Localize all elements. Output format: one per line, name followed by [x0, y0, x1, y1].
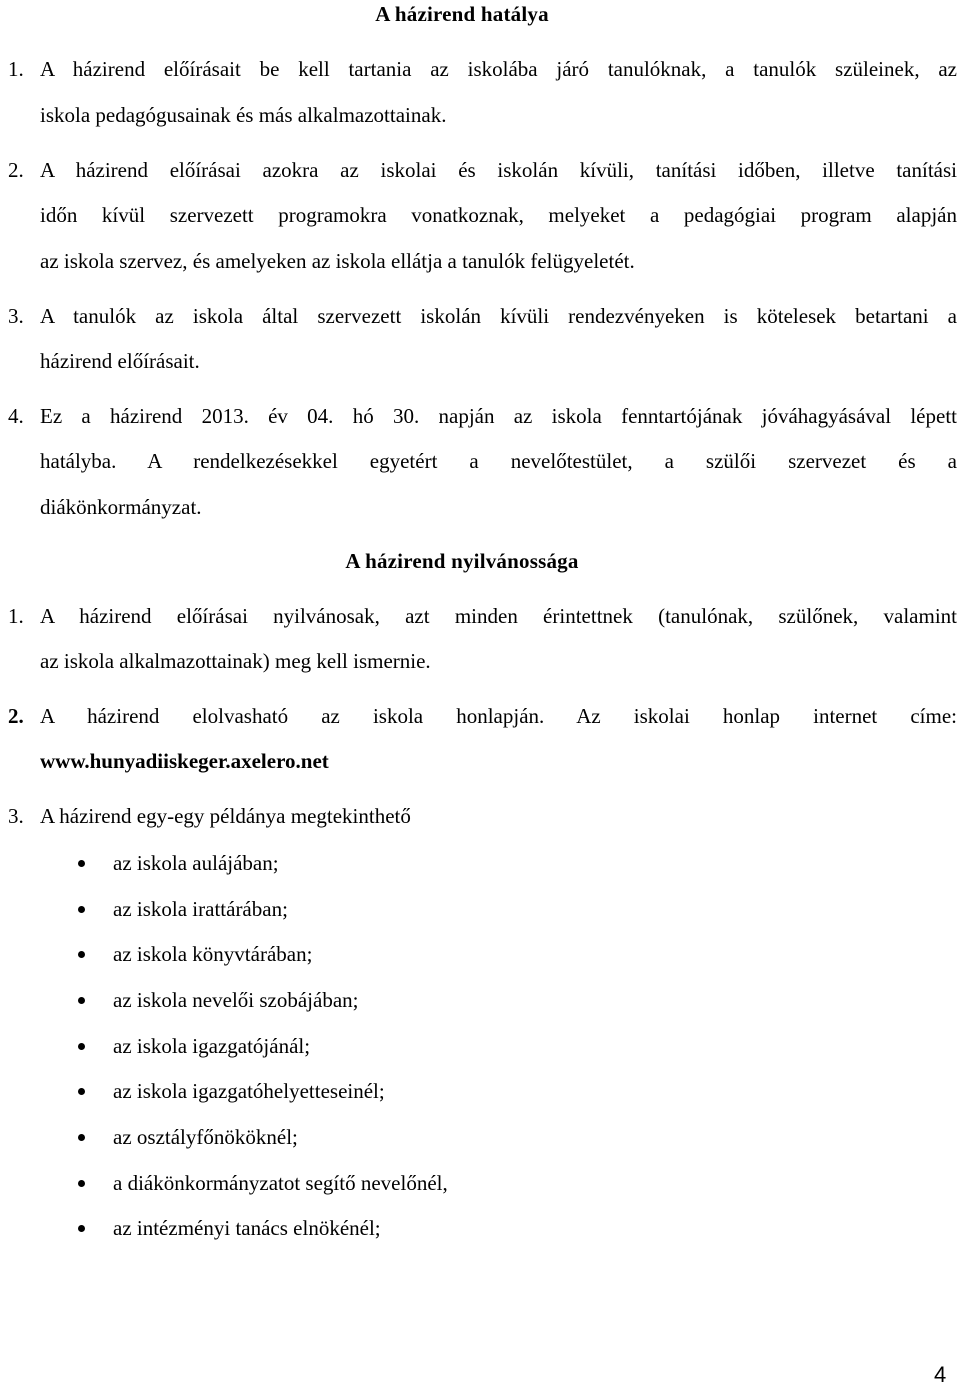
page-number: 4 — [934, 1362, 947, 1387]
bullet-dot-icon — [78, 1134, 85, 1141]
s1-item2-text1: A házirend előírásai azokra az iskolai és iskolán kívüli, tanítási időben, illetve tanítási — [40, 158, 957, 182]
s1-item2-line3: az iskola szervez, és amelyeken az iskola ellátja a tanulók felügyeletét. — [40, 249, 635, 273]
bullet-text: az iskola irattárában; — [113, 897, 288, 921]
section-title-nyilvanossaga: A házirend nyilvánossága — [345, 549, 579, 573]
s1-item2-line2: időn kívül szervezett programokra vonatkoznak, melyeket a pedagógiai program alapján — [40, 203, 957, 227]
s2-item1-line1 — [8, 602, 957, 630]
s1-item4-line1 — [8, 402, 957, 430]
bullet-text: az iskola könyvtárában; — [113, 942, 313, 966]
bullet-dot-icon — [78, 951, 85, 958]
bullet-text: az iskola igazgatóhelyetteseinél; — [113, 1079, 385, 1103]
bullet-dot-icon — [78, 906, 85, 913]
s1-item2-number: 2. — [8, 158, 24, 182]
s1-item1-text1: A házirend előírásait be kell tartania az iskolába járó tanulóknak, a tanulók szüleinek, az — [40, 57, 957, 81]
s2-item1-number: 1. — [8, 604, 24, 628]
section-title-hatalya: A házirend hatálya — [375, 2, 549, 26]
s2-item1-text1: A házirend előírásai nyilvánosak, azt minden érintettnek (tanulónak, szülőnek, valamint — [40, 604, 957, 628]
s1-item3-text1: A tanulók az iskola által szervezett iskolán kívüli rendezvényeken is kötelesek betartani a — [40, 304, 957, 328]
bullet-dot-icon — [78, 1225, 85, 1232]
bullet-text: az iskola nevelői szobájában; — [113, 988, 359, 1012]
bullet-text: az intézményi tanács elnökénél; — [113, 1216, 381, 1240]
s1-item3-line1 — [8, 302, 957, 330]
s2-item1-line2: az iskola alkalmazottainak) meg kell ismernie. — [40, 649, 431, 673]
bullet-text: az iskola igazgatójánál; — [113, 1034, 311, 1058]
s1-item1-number: 1. — [8, 57, 24, 81]
s2-item3-number: 3. — [8, 804, 24, 828]
s2-item2-number: 2. — [8, 704, 24, 728]
s2-item3-text1: A házirend egy-egy példánya megtekinthető — [40, 804, 411, 828]
bullet-text: az osztályfőnököknél; — [113, 1125, 298, 1149]
school-website-link[interactable]: www.hunyadiiskeger.axelero.net — [40, 749, 329, 773]
s2-item2-line1 — [8, 702, 957, 730]
s2-item3-line1 — [8, 802, 957, 830]
bullet-dot-icon — [78, 860, 85, 867]
bullet-dot-icon — [78, 1088, 85, 1095]
s1-item2-line1 — [8, 156, 957, 184]
s1-item3-line2: házirend előírásait. — [40, 349, 200, 373]
s1-item4-number: 4. — [8, 404, 24, 428]
bullet-dot-icon — [78, 1180, 85, 1187]
bullet-dot-icon — [78, 1043, 85, 1050]
bullet-text: az iskola aulájában; — [113, 851, 279, 875]
s1-item4-text1: Ez a házirend 2013. év 04. hó 30. napján az iskola fenntartójának jóváhagyásával lépett — [40, 404, 957, 428]
s1-item4-line3: diákönkormányzat. — [40, 495, 202, 519]
s1-item1-line1 — [8, 55, 957, 83]
s1-item1-line2: iskola pedagógusainak és más alkalmazottainak. — [40, 103, 447, 127]
s1-item4-line2: hatályba. A rendelkezésekkel egyetért a nevelőtestület, a szülői szervezet és a — [40, 449, 957, 473]
s1-item3-number: 3. — [8, 304, 24, 328]
s2-item2-text1: A házirend elolvasható az iskola honlapján. Az iskolai honlap internet címe: — [40, 704, 957, 728]
bullet-text: a diákönkormányzatot segítő nevelőnél, — [113, 1171, 448, 1195]
bullet-dot-icon — [78, 997, 85, 1004]
